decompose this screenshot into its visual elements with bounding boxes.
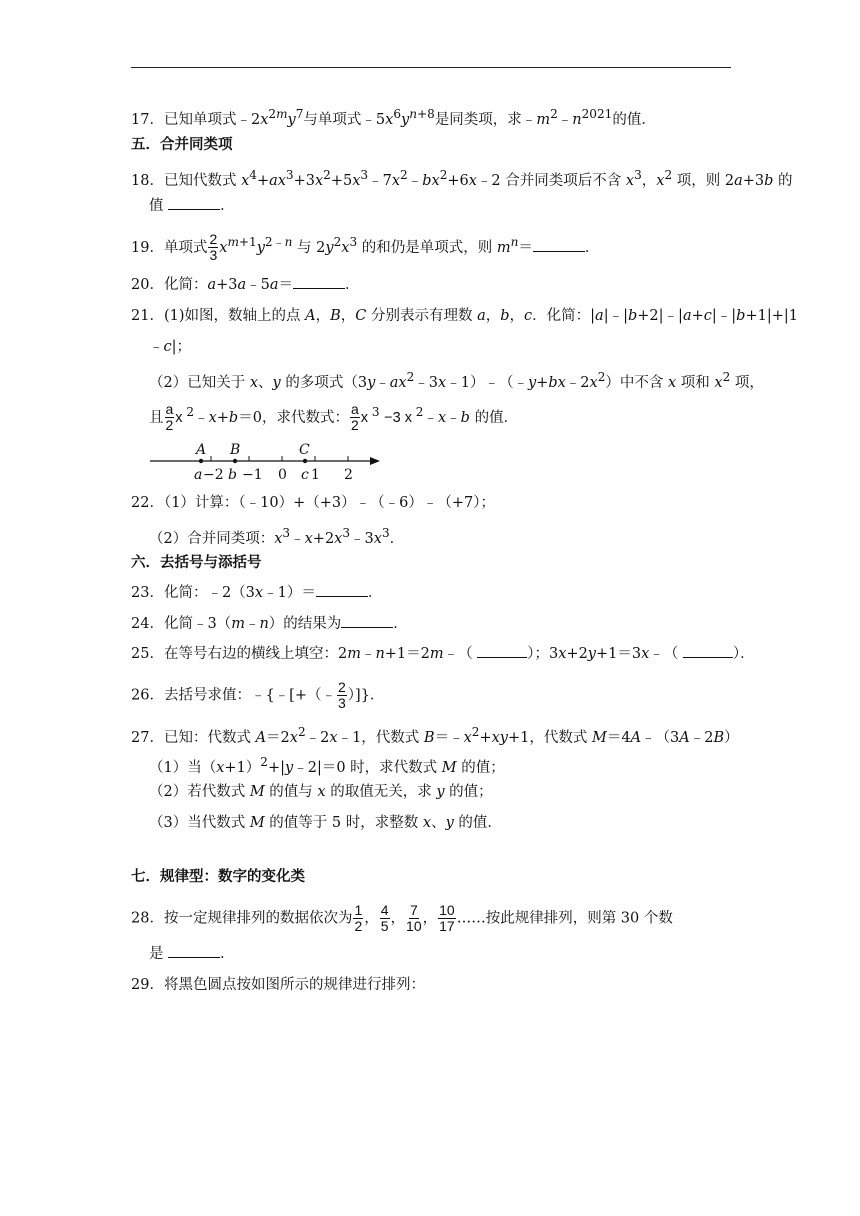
tick-label-1: 1 (311, 467, 320, 483)
answer-blank[interactable] (168, 197, 220, 210)
point-value-b: b (228, 467, 237, 483)
question-29: 29．将黑色圆点按如图所示的规律进行排列： (131, 977, 425, 993)
tick-label-neg2: −2 (203, 467, 224, 483)
answer-blank[interactable] (477, 645, 527, 658)
header-rule (131, 67, 731, 68)
question-21-line2: ﹣c|； (149, 339, 192, 355)
question-17: 17．已知单项式$﹣2x^{2m}y^7$与单项式$﹣5x^6y^{n+8}$是同类项，求$﹣m^2﹣n^{2021}$的值． (131, 107, 656, 128)
question-18-line1: 18．已知代数式 $x^4+ax^3+3x^2+5x^3﹣7x^2﹣bx^2+6x﹣2$ 合并同类项后不含 $x^3$，$x^2$ 项，则 2a+3b 的 (131, 168, 793, 189)
question-22-line1: 22．（1）计算：（﹣10）+（+3）﹣（﹣6）﹣（+7）； (131, 495, 495, 511)
question-28-line2: 是 ． (149, 946, 235, 962)
question-21-line3: （2）已知关于 x、y 的多项式$(3y﹣ax^2﹣3x﹣1)﹣(﹣y+bx﹣2x^2)$中不含 x 项和 $x^2$ 项， (149, 370, 764, 391)
fraction: $\frac{2}{3}$ (337, 679, 346, 711)
answer-blank[interactable] (683, 645, 733, 658)
question-24: 24．化简﹣3（m﹣n）的结果为 ． (131, 616, 408, 632)
answer-blank[interactable] (316, 584, 368, 597)
point-label-A: A (196, 442, 207, 458)
section-6-title: 六．去括号与添括号 (131, 555, 262, 571)
fraction: $\frac{7}{10}$ (406, 902, 422, 934)
answer-blank[interactable] (533, 239, 585, 252)
tick-label-2: 2 (344, 467, 353, 483)
question-27-line1: 27．已知：代数式 $A=2x^2﹣2x﹣1$，代数式 $B=﹣x^2+xy+1$，代数式 M＝4A﹣（3A﹣2B） (131, 725, 739, 746)
fraction: $\frac{a}{2}$ (165, 401, 174, 434)
tick-label-neg1: −1 (242, 467, 263, 483)
point-label-B: B (230, 442, 241, 458)
question-18-line2: 值 ． (149, 198, 235, 214)
question-26: 26．去括号求值：﹣{﹣[+（﹣ $\frac{2}{3}$ ）]}． (131, 679, 385, 711)
question-20: 20．化简：a+3a﹣5a＝ ． (131, 277, 360, 293)
fraction: $\frac{10}{17}$ (439, 902, 455, 934)
question-22-line2: （2）合并同类项：$x^3﹣x+2x^3﹣3x^3$． (149, 526, 405, 547)
point-value-a: a (194, 467, 203, 483)
question-28-line1: 28．按一定规律排列的数据依次为 $\frac{1}{2}$ ， $\frac{4}{5}$ ， $\frac{7}{10}$ ， $\frac{10}{17}$ ……按此规律排列，则第 30 个数 (131, 902, 673, 934)
answer-blank[interactable] (341, 615, 393, 628)
fraction: $\frac{2}{3}$ (209, 231, 218, 264)
tick-label-0: 0 (278, 467, 287, 483)
question-27-line4: （3）当代数式 M 的值等于 5 时，求整数 x、y 的值． (149, 815, 502, 831)
answer-blank[interactable] (293, 276, 345, 289)
fraction: $\frac{4}{5}$ (380, 902, 389, 934)
point-label-C: C (299, 442, 310, 458)
question-27-line3: （2）若代数式 M 的值与 x 的取值无关，求 y 的值； (149, 784, 493, 800)
question-23: 23．化简：﹣2（3x﹣1）＝ ． (131, 585, 383, 601)
question-27-line2: （1）当$(x+1)^2+|y﹣2|=0$ 时，求代数式 M 的值； (149, 755, 505, 776)
question-21-line1: 21．(1)如图，数轴上的点 A，B，C 分别表示有理数 a，b，c．化简：|a|﹣|b+2|﹣|a+c|﹣|b+1|+|1 (131, 308, 798, 324)
point-value-c: c (301, 467, 309, 483)
fraction: $\frac{1}{2}$ (354, 902, 363, 934)
section-7-title: 七．规律型：数字的变化类 (131, 869, 305, 885)
answer-blank[interactable] (168, 945, 220, 958)
fraction: $\frac{a}{2}$ (350, 401, 359, 434)
question-25: 25．在等号右边的横线上填空：2m﹣n+1＝2m﹣（ ）；3x+2y+1＝3x﹣（ ）． (131, 646, 755, 662)
question-21-line4: 且 $\frac{a}{2}$ x $^2$﹣x+b＝0，求代数式： $\frac{a}{2}$ x $^3$ −3 x $^2$﹣x﹣b 的值． (149, 401, 519, 434)
question-19: 19．单项式 $\frac{2}{3}$ $x^{m+1}y^{2﹣n}$ 与 $2y^2x^3$ 的和仍是单项式，则 $m^n=$ ． (131, 231, 600, 264)
number-line-figure (150, 440, 385, 484)
section-5-title: 五．合并同类项 (131, 137, 233, 153)
